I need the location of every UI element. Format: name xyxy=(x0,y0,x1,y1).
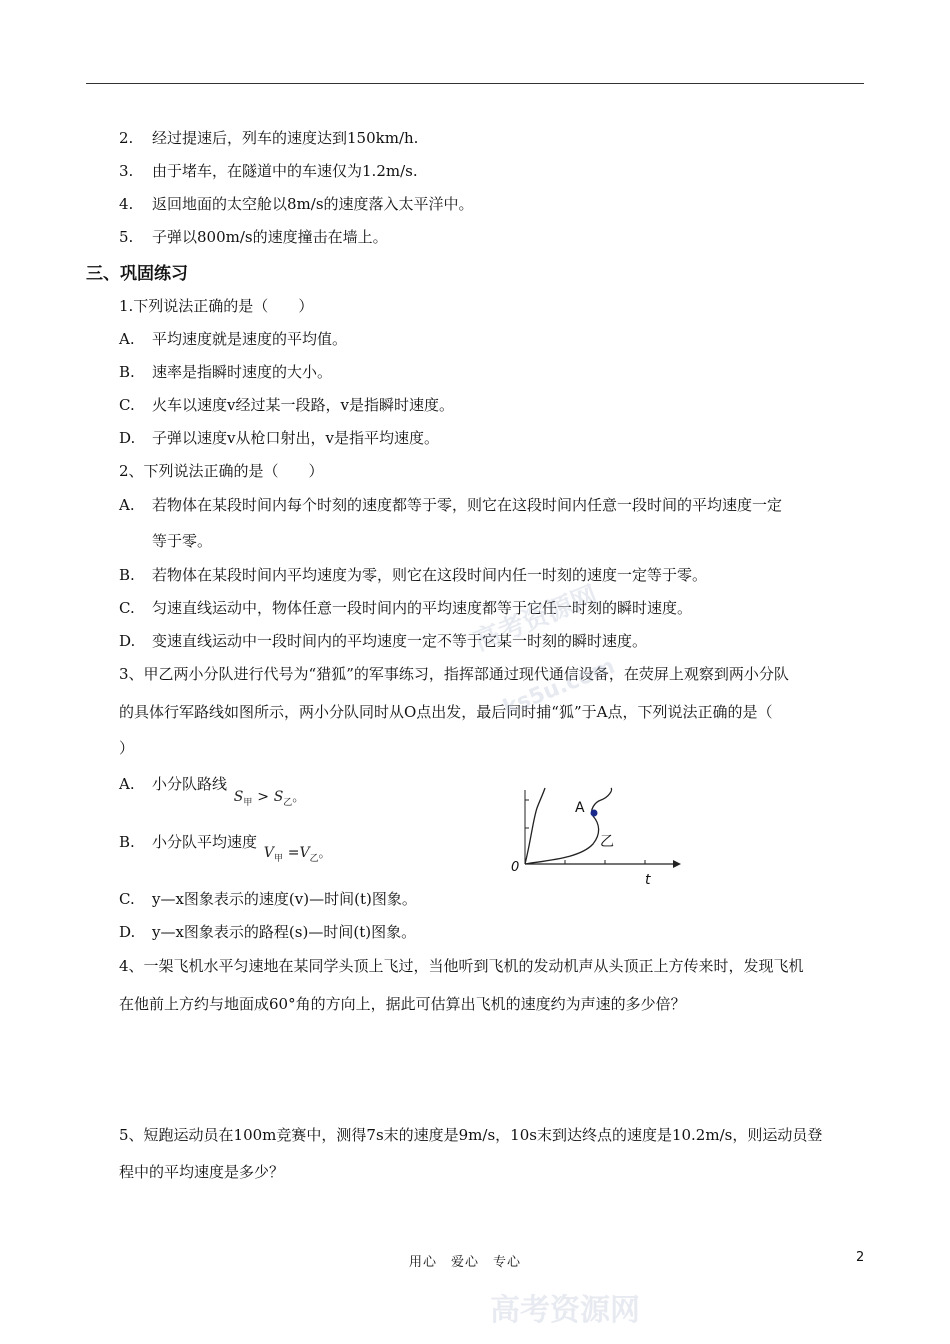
item-text: 子弹以800m/s的速度撞击在墙上。 xyxy=(152,228,388,246)
option-label: D. xyxy=(119,632,136,650)
option-label: B. xyxy=(119,833,135,851)
option-text: 速率是指瞬时速度的大小。 xyxy=(152,363,333,381)
subscript-jia: 甲 xyxy=(273,854,283,864)
watermark-bottom: 高考资源网 xyxy=(490,1293,640,1328)
option-label: D. xyxy=(119,923,136,941)
option-text: 若物体在某段时间内每个时刻的速度都等于零，则它在这段时间内任意一段时间的平均速度一定 xyxy=(152,496,783,514)
end-mark: 。 xyxy=(318,846,331,860)
item-number: 2. xyxy=(119,129,134,147)
origin-label: 0 xyxy=(511,860,520,875)
option-text: 火车以速度v经过某一段路，v是指瞬时速度。 xyxy=(152,396,454,414)
item-number: 3. xyxy=(119,162,134,180)
formula-s xyxy=(233,787,305,808)
option-label: C. xyxy=(119,890,135,908)
option-text-main: 小分队路线 xyxy=(152,775,228,793)
item-text: 由于堵车，在隧道中的车速仅为1.2m/s. xyxy=(152,162,418,180)
option-text-continued: 等于零。 xyxy=(152,532,213,550)
option-text: y—x图象表示的速度(v)—时间(t)图象。 xyxy=(152,890,417,908)
formula-v xyxy=(263,843,331,864)
option-label: A. xyxy=(119,775,135,793)
axis-arrow xyxy=(673,860,681,868)
option-text: 变速直线运动中一段时间内的平均速度一定不等于它某一时刻的瞬时速度。 xyxy=(152,632,648,650)
option-text: 若物体在某段时间内平均速度为零，则它在这段时间内任一时刻的速度一定等于零。 xyxy=(152,566,708,584)
point-a-marker xyxy=(591,810,598,817)
item-number: 4. xyxy=(119,195,134,213)
symbol-s: S xyxy=(233,789,244,805)
question-4-line1: 4、一架飞机水平匀速地在某同学头顶上飞过，当他听到飞机的发动机声从头顶正上方传来时，发现飞机 xyxy=(119,957,804,975)
operator: > xyxy=(257,789,269,805)
item-text: 返回地面的太空舱以8m/s的速度落入太平洋中。 xyxy=(152,195,474,213)
end-mark: 。 xyxy=(292,790,305,804)
symbol-v: V xyxy=(299,845,310,861)
option-text: 平均速度就是速度的平均值。 xyxy=(152,330,348,348)
question-3-stem-line2: 的具体行军路线如图所示，两小分队同时从O点出发，最后同时捕“狐”于A点，下列说法正确的是（ xyxy=(119,703,773,721)
footer-motto: 用心 爱心 专心 xyxy=(409,1255,522,1270)
subscript-yi: 乙 xyxy=(309,854,319,864)
option-label: C. xyxy=(119,396,135,414)
question-5-line2: 程中的平均速度是多少？ xyxy=(119,1163,285,1181)
subscript-yi: 乙 xyxy=(283,798,293,808)
symbol-s: S xyxy=(273,789,284,805)
watermark-url: ks5u.com xyxy=(499,653,619,722)
header-rule xyxy=(86,83,864,84)
symbol-v: V xyxy=(263,845,274,861)
route-jia-curve xyxy=(525,788,545,864)
option-label: A. xyxy=(119,496,135,514)
operator: = xyxy=(287,845,300,861)
question-2-stem: 2、下列说法正确的是（ ） xyxy=(119,462,324,480)
option-text: y—x图象表示的路程(s)—时间(t)图象。 xyxy=(152,923,417,941)
option-text: 子弹以速度v从枪口射出，v是指平均速度。 xyxy=(152,429,439,447)
watermark-text: 高考资源网 xyxy=(470,580,602,658)
t-axis-label: t xyxy=(645,872,651,888)
route-yi-curve xyxy=(525,788,612,864)
question-1-stem: 1.下列说法正确的是（ ） xyxy=(119,297,314,315)
subscript-jia: 甲 xyxy=(243,798,253,808)
question-5-line1: 5、短跑运动员在100m竞赛中，测得7s末的速度是9m/s，10s末到达终点的速度是10.2m/s，则运动员登 xyxy=(119,1126,823,1144)
option-text: 匀速直线运动中，物体任意一段时间内的平均速度都等于它任一时刻的瞬时速度。 xyxy=(152,599,693,617)
option-label: C. xyxy=(119,599,135,617)
option-text xyxy=(152,832,331,864)
curve-yi-label: 乙 xyxy=(600,834,614,850)
option-label: A. xyxy=(119,330,135,348)
page-number: 2 xyxy=(856,1250,865,1265)
question-4-line2: 在他前上方约与地面成60°角的方向上，据此可估算出飞机的速度约为声速的多少倍？ xyxy=(119,995,686,1013)
section-title: 三、巩固练习 xyxy=(86,264,188,284)
option-text xyxy=(152,774,305,808)
route-figure xyxy=(505,780,685,890)
option-label: D. xyxy=(119,429,136,447)
option-label: B. xyxy=(119,363,135,381)
point-a-label: A xyxy=(575,800,585,816)
question-3-stem-line1: 3、甲乙两小分队进行代号为“猎狐”的军事练习，指挥部通过现代通信设备，在荧屏上观察到两小分队 xyxy=(119,665,789,683)
option-label: B. xyxy=(119,566,135,584)
question-3-stem-line3: ） xyxy=(119,739,135,757)
item-text: 经过提速后，列车的速度达到150km/h. xyxy=(152,129,419,147)
option-text-main: 小分队平均速度 xyxy=(152,833,258,851)
item-number: 5. xyxy=(119,228,134,246)
